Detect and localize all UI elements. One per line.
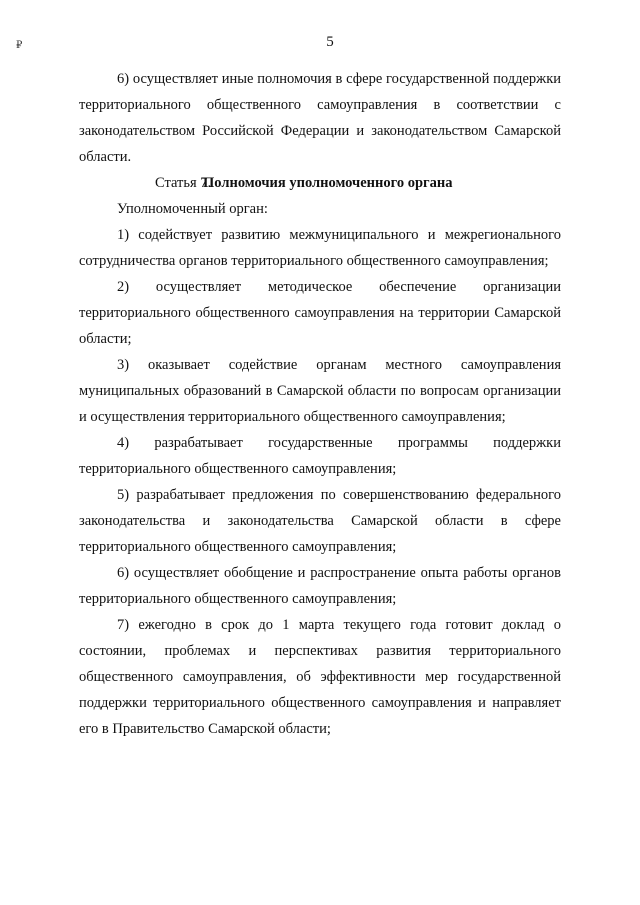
- article-item-7: 7) ежегодно в срок до 1 марта текущего года готовит доклад о состоянии, проблемах и перспективах развития территориального общественного самоуправления, об эффективности мер государственной поддержки территориального общественного самоуправления и направляет его в Правительство Самарской области;: [79, 617, 561, 737]
- article-title: Полномочия уполномоченного органа: [203, 175, 453, 191]
- document-body: [79, 66, 561, 742]
- article-intro: Уполномоченный орган:: [117, 201, 268, 217]
- article-heading: [79, 170, 561, 196]
- scan-mark: ₽: [16, 40, 23, 51]
- paragraph-item-6: 6) осуществляет иные полномочия в сфере государственной поддержки территориального общественного самоуправления в соответствии с законодательством Российской Федерации и законодательством Самарской области.: [79, 71, 561, 165]
- page-number: 5: [326, 34, 334, 50]
- article-item-1: 1) содействует развитию межмуниципального и межрегионального сотрудничества органов территориального общественного самоуправления;: [79, 227, 561, 269]
- article-number: Статья 7.: [155, 175, 212, 191]
- article-item-3: 3) оказывает содействие органам местного самоуправления муниципальных образований в Самарской области по вопросам организации и осуществления территориального общественного самоуправления;: [79, 357, 561, 425]
- article-item-5: 5) разрабатывает предложения по совершенствованию федерального законодательства и законодательства Самарской области в сфере территориального общественного самоуправления;: [79, 487, 561, 555]
- article-item-4: 4) разрабатывает государственные программы поддержки территориального общественного самоуправления;: [79, 435, 561, 477]
- article-item-2: 2) осуществляет методическое обеспечение организации территориального общественного самоуправления на территории Самарской области;: [79, 279, 561, 347]
- article-item-6: 6) осуществляет обобщение и распространение опыта работы органов территориального общественного самоуправления;: [79, 565, 561, 607]
